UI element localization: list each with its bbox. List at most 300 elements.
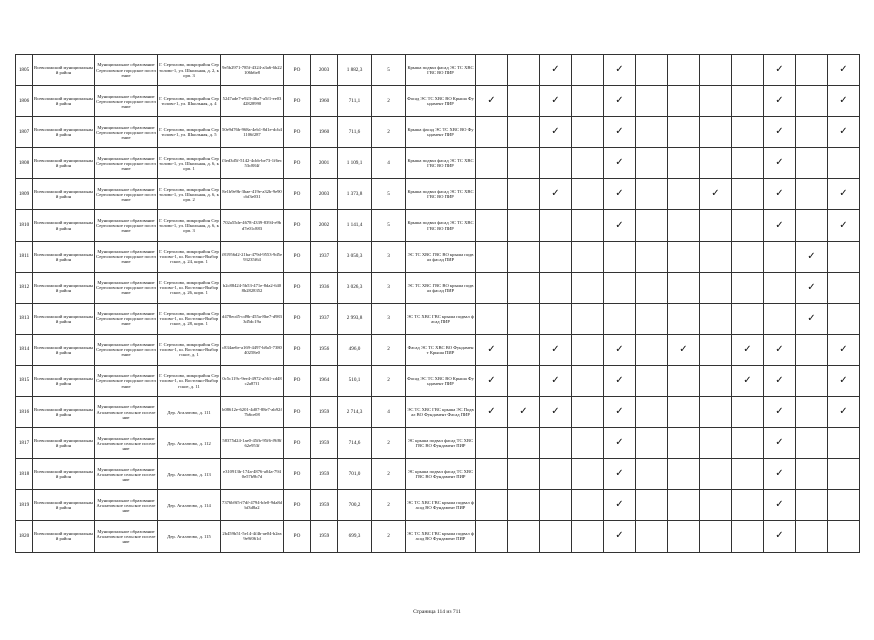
municipality-cell: Муниципальное образование Агалатовское сельское поселение — [95, 397, 158, 428]
build-year-cell: 2003 — [311, 55, 338, 86]
checkmark-icon: ✓ — [764, 148, 796, 179]
address-cell: Дер. Агалатово, д. 111 — [158, 397, 221, 428]
checkmark-icon: ✓ — [604, 210, 636, 241]
build-year-cell: 1959 — [311, 428, 338, 459]
municipality-cell: Муниципальное образование Сертоловское городское поселение — [95, 86, 158, 117]
empty-check-cell — [732, 428, 764, 459]
checkmark-icon: ✓ — [604, 490, 636, 521]
checkmark-icon: ✓ — [764, 428, 796, 459]
ownership-type-cell: РО — [284, 428, 311, 459]
floors-cell: 5 — [372, 55, 406, 86]
empty-check-cell — [476, 179, 508, 210]
district-cell: Всеволожский муниципальный район — [33, 55, 95, 86]
district-cell: Всеволожский муниципальный район — [33, 365, 95, 396]
housing-register-table — [15, 54, 860, 553]
empty-check-cell — [476, 210, 508, 241]
empty-check-cell — [508, 303, 540, 334]
municipality-cell: Муниципальное образование Сертоловское городское поселение — [95, 303, 158, 334]
empty-check-cell — [636, 428, 668, 459]
empty-check-cell — [540, 241, 572, 272]
fias-code-cell: 9e5b2971-785f-4324-a3a6-6b22106b6e8 — [221, 55, 284, 86]
empty-check-cell — [828, 521, 860, 552]
checkmark-icon: ✓ — [764, 397, 796, 428]
fias-code-cell: 5247ade7-e923-46a7-a5f1-ee0342828990 — [221, 86, 284, 117]
ownership-type-cell: РО — [284, 272, 311, 303]
empty-check-cell — [668, 272, 700, 303]
empty-check-cell — [700, 241, 732, 272]
fias-code-cell: 50e9d76b-968a-4eb1-8d1e-dcb41106f287 — [221, 117, 284, 148]
table-row — [16, 428, 860, 459]
works-list-cell: Крыша подвал фасад ЭС ТС ХВС ГВС ВО ПИР — [406, 210, 476, 241]
table-row — [16, 459, 860, 490]
checkmark-icon: ✓ — [476, 334, 508, 365]
register-sheet — [15, 54, 860, 553]
empty-check-cell — [572, 428, 604, 459]
empty-check-cell — [668, 459, 700, 490]
address-cell: Г. Сертолово, микрорайон Сертолово-1, ул. Школьная, д. 4 — [158, 86, 221, 117]
empty-check-cell — [732, 521, 764, 552]
checkmark-icon: ✓ — [796, 303, 828, 334]
fias-code-cell: 0c5c119c-9ee4-4972-a561-cd48c2a87f1 — [221, 365, 284, 396]
build-year-cell: 1937 — [311, 303, 338, 334]
checkmark-icon: ✓ — [764, 521, 796, 552]
checkmark-icon: ✓ — [540, 397, 572, 428]
empty-check-cell — [700, 334, 732, 365]
works-list-cell: Фасад ЭС ТС ХВС ВО Крыша Фундамент ПИР — [406, 86, 476, 117]
checkmark-icon: ✓ — [732, 334, 764, 365]
row-number: 1811 — [16, 241, 33, 272]
empty-check-cell — [700, 521, 732, 552]
floors-cell: 3 — [372, 303, 406, 334]
empty-check-cell — [476, 303, 508, 334]
empty-check-cell — [508, 521, 540, 552]
checkmark-icon: ✓ — [764, 365, 796, 396]
empty-check-cell — [732, 210, 764, 241]
empty-check-cell — [636, 86, 668, 117]
address-cell: Дер. Агалатово, д. 114 — [158, 490, 221, 521]
empty-check-cell — [508, 241, 540, 272]
works-list-cell: ЭС ТС ХВС ГВС ВО крыша подвал фасад ПИР — [406, 272, 476, 303]
row-number: 1814 — [16, 334, 33, 365]
address-cell: Дер. Агалатово, д. 115 — [158, 521, 221, 552]
empty-check-cell — [700, 148, 732, 179]
empty-check-cell — [700, 210, 732, 241]
fias-code-cell: e310913b-174a-4876-a04a-7940e57b9b7d — [221, 459, 284, 490]
checkmark-icon: ✓ — [540, 334, 572, 365]
empty-check-cell — [700, 490, 732, 521]
page-footer: Страница 114 из 711 — [413, 609, 461, 615]
fias-code-cell: 702a55de-4678-4339-8394-e9bd7e01c883 — [221, 210, 284, 241]
table-row — [16, 117, 860, 148]
empty-check-cell — [796, 397, 828, 428]
empty-check-cell — [668, 241, 700, 272]
build-year-cell: 1960 — [311, 86, 338, 117]
address-cell: Г. Сертолово, микрорайон Сертолово-1, ул. Школьная, д. 6, корп. 2 — [158, 179, 221, 210]
checkmark-icon: ✓ — [764, 179, 796, 210]
empty-check-cell — [828, 428, 860, 459]
checkmark-icon: ✓ — [604, 459, 636, 490]
empty-check-cell — [668, 428, 700, 459]
empty-check-cell — [572, 86, 604, 117]
address-cell: Г. Сертолово, микрорайон Сертолово-1, ул. Школьная, д. 6, корп. 3 — [158, 210, 221, 241]
empty-check-cell — [540, 272, 572, 303]
empty-check-cell — [572, 55, 604, 86]
empty-check-cell — [668, 117, 700, 148]
fias-code-cell: f81956d2-21ba-479d-9553-9d5e93235f64 — [221, 241, 284, 272]
build-year-cell: 2003 — [311, 179, 338, 210]
area-cell: 1 141,4 — [338, 210, 372, 241]
build-year-cell: 1937 — [311, 241, 338, 272]
checkmark-icon: ✓ — [828, 55, 860, 86]
checkmark-icon: ✓ — [828, 397, 860, 428]
checkmark-icon: ✓ — [540, 86, 572, 117]
empty-check-cell — [572, 365, 604, 396]
row-number: 1805 — [16, 55, 33, 86]
floors-cell: 5 — [372, 210, 406, 241]
empty-check-cell — [476, 272, 508, 303]
area-cell: 1 882,3 — [338, 55, 372, 86]
empty-check-cell — [732, 459, 764, 490]
checkmark-icon: ✓ — [828, 117, 860, 148]
checkmark-icon: ✓ — [604, 365, 636, 396]
empty-check-cell — [732, 303, 764, 334]
empty-check-cell — [572, 210, 604, 241]
fias-code-cell: b08612e-6201-4d07-88e7-ab92f7b6ce08 — [221, 397, 284, 428]
empty-check-cell — [828, 148, 860, 179]
build-year-cell: 1959 — [311, 459, 338, 490]
empty-check-cell — [828, 272, 860, 303]
empty-check-cell — [508, 490, 540, 521]
checkmark-icon: ✓ — [668, 334, 700, 365]
ownership-type-cell: РО — [284, 397, 311, 428]
checkmark-icon: ✓ — [540, 365, 572, 396]
fias-code-cell: 2b459b51-5e14-4f4b-ae04-b2ea9e9f061d — [221, 521, 284, 552]
empty-check-cell — [764, 241, 796, 272]
row-number: 1817 — [16, 428, 33, 459]
district-cell: Всеволожский муниципальный район — [33, 86, 95, 117]
empty-check-cell — [508, 148, 540, 179]
table-row — [16, 334, 860, 365]
works-list-cell: Крыша фасад ЭС ТС ХВС ВО Фундамент ПИР — [406, 117, 476, 148]
checkmark-icon: ✓ — [540, 55, 572, 86]
empty-check-cell — [636, 117, 668, 148]
row-number: 1818 — [16, 459, 33, 490]
empty-check-cell — [508, 272, 540, 303]
checkmark-icon: ✓ — [476, 397, 508, 428]
empty-check-cell — [508, 179, 540, 210]
empty-check-cell — [732, 179, 764, 210]
empty-check-cell — [540, 303, 572, 334]
empty-check-cell — [828, 241, 860, 272]
empty-check-cell — [636, 210, 668, 241]
empty-check-cell — [796, 55, 828, 86]
empty-check-cell — [508, 428, 540, 459]
municipality-cell: Муниципальное образование Сертоловское городское поселение — [95, 148, 158, 179]
checkmark-icon: ✓ — [508, 397, 540, 428]
empty-check-cell — [636, 459, 668, 490]
empty-check-cell — [764, 272, 796, 303]
ownership-type-cell: РО — [284, 210, 311, 241]
empty-check-cell — [636, 179, 668, 210]
checkmark-icon: ✓ — [764, 210, 796, 241]
empty-check-cell — [572, 179, 604, 210]
ownership-type-cell: РО — [284, 459, 311, 490]
empty-check-cell — [540, 521, 572, 552]
empty-check-cell — [636, 55, 668, 86]
checkmark-icon: ✓ — [540, 179, 572, 210]
build-year-cell: 1960 — [311, 117, 338, 148]
empty-check-cell — [668, 55, 700, 86]
row-number: 1813 — [16, 303, 33, 334]
area-cell: 699,3 — [338, 521, 372, 552]
empty-check-cell — [572, 490, 604, 521]
municipality-cell: Муниципальное образование Сертоловское городское поселение — [95, 241, 158, 272]
empty-check-cell — [700, 397, 732, 428]
works-list-cell: Крыша подвал фасад ЭС ТС ХВС ГВС ВО ПИР — [406, 148, 476, 179]
empty-check-cell — [572, 241, 604, 272]
empty-check-cell — [828, 459, 860, 490]
table-row — [16, 490, 860, 521]
checkmark-icon: ✓ — [764, 334, 796, 365]
row-number: 1815 — [16, 365, 33, 396]
area-cell: 700,2 — [338, 490, 372, 521]
empty-check-cell — [604, 303, 636, 334]
works-list-cell: ЭС ТС ХВС ГВС крыша ЭС Подвал ВО Фундамент Фасад ПИР — [406, 397, 476, 428]
empty-check-cell — [828, 490, 860, 521]
empty-check-cell — [700, 117, 732, 148]
checkmark-icon: ✓ — [604, 334, 636, 365]
fias-code-cell: f3ed3d5f-5142-4cbb-be73-1f6ec53c884f — [221, 148, 284, 179]
row-number: 1810 — [16, 210, 33, 241]
table-row — [16, 148, 860, 179]
empty-check-cell — [796, 210, 828, 241]
ownership-type-cell: РО — [284, 55, 311, 86]
works-list-cell: ЭС крыша подвал фасад ТС ХВС ГВС ВО Фундамент ПИР — [406, 459, 476, 490]
empty-check-cell — [700, 303, 732, 334]
empty-check-cell — [796, 334, 828, 365]
checkmark-icon: ✓ — [476, 365, 508, 396]
empty-check-cell — [636, 272, 668, 303]
table-row — [16, 303, 860, 334]
checkmark-icon: ✓ — [604, 55, 636, 86]
empty-check-cell — [668, 210, 700, 241]
empty-check-cell — [636, 303, 668, 334]
table-row — [16, 397, 860, 428]
table-row — [16, 210, 860, 241]
build-year-cell: 1964 — [311, 365, 338, 396]
empty-check-cell — [668, 521, 700, 552]
ownership-type-cell: РО — [284, 117, 311, 148]
empty-check-cell — [476, 521, 508, 552]
build-year-cell: 1956 — [311, 334, 338, 365]
table-row — [16, 521, 860, 552]
district-cell: Всеволожский муниципальный район — [33, 428, 95, 459]
table-body — [16, 55, 860, 553]
municipality-cell: Муниципальное образование Агалатовское сельское поселение — [95, 490, 158, 521]
checkmark-icon: ✓ — [604, 179, 636, 210]
empty-check-cell — [732, 490, 764, 521]
checkmark-icon: ✓ — [828, 365, 860, 396]
build-year-cell: 1959 — [311, 397, 338, 428]
municipality-cell: Муниципальное образование Агалатовское сельское поселение — [95, 428, 158, 459]
empty-check-cell — [636, 521, 668, 552]
empty-check-cell — [796, 86, 828, 117]
checkmark-icon: ✓ — [796, 272, 828, 303]
address-cell: Г. Сертолово, микрорайон Сертолово-1, ш. Восточно-Выборгское, д. 28, корп. 1 — [158, 303, 221, 334]
checkmark-icon: ✓ — [476, 86, 508, 117]
works-list-cell: ЭС крыша подвал фасад ТС ХВС ГВС ВО Фундамент ПИР — [406, 428, 476, 459]
area-cell: 3 026,3 — [338, 272, 372, 303]
fias-code-cell: 7376b9f5-f7df-4794-bfe0-9da8dbf3d8a2 — [221, 490, 284, 521]
empty-check-cell — [796, 428, 828, 459]
empty-check-cell — [476, 490, 508, 521]
empty-check-cell — [476, 241, 508, 272]
checkmark-icon: ✓ — [764, 55, 796, 86]
checkmark-icon: ✓ — [764, 117, 796, 148]
works-list-cell: ЭС ТС ХВС ГВС крыша подвал фасад ВО Фундамент ПИР — [406, 521, 476, 552]
empty-check-cell — [700, 55, 732, 86]
checkmark-icon: ✓ — [604, 117, 636, 148]
empty-check-cell — [572, 148, 604, 179]
empty-check-cell — [540, 210, 572, 241]
district-cell: Всеволожский муниципальный район — [33, 148, 95, 179]
address-cell: Г. Сертолово, микрорайон Сертолово-1, ул. Школьная, д. 5 — [158, 117, 221, 148]
empty-check-cell — [540, 490, 572, 521]
checkmark-icon: ✓ — [764, 490, 796, 521]
empty-check-cell — [476, 428, 508, 459]
empty-check-cell — [668, 86, 700, 117]
empty-check-cell — [796, 459, 828, 490]
district-cell: Всеволожский муниципальный район — [33, 179, 95, 210]
ownership-type-cell: РО — [284, 490, 311, 521]
area-cell: 701,0 — [338, 459, 372, 490]
municipality-cell: Муниципальное образование Сертоловское городское поселение — [95, 365, 158, 396]
empty-check-cell — [732, 117, 764, 148]
ownership-type-cell: РО — [284, 179, 311, 210]
table-row — [16, 272, 860, 303]
floors-cell: 3 — [372, 272, 406, 303]
empty-check-cell — [636, 365, 668, 396]
row-number: 1806 — [16, 86, 33, 117]
table-row — [16, 241, 860, 272]
empty-check-cell — [732, 241, 764, 272]
checkmark-icon: ✓ — [604, 86, 636, 117]
district-cell: Всеволожский муниципальный район — [33, 241, 95, 272]
empty-check-cell — [732, 272, 764, 303]
checkmark-icon: ✓ — [540, 117, 572, 148]
empty-check-cell — [572, 117, 604, 148]
ownership-type-cell: РО — [284, 148, 311, 179]
empty-check-cell — [636, 334, 668, 365]
empty-check-cell — [508, 459, 540, 490]
address-cell: Дер. Агалатово, д. 112 — [158, 428, 221, 459]
checkmark-icon: ✓ — [828, 334, 860, 365]
empty-check-cell — [508, 117, 540, 148]
checkmark-icon: ✓ — [732, 365, 764, 396]
municipality-cell: Муниципальное образование Сертоловское городское поселение — [95, 179, 158, 210]
empty-check-cell — [572, 303, 604, 334]
empty-check-cell — [476, 459, 508, 490]
empty-check-cell — [796, 521, 828, 552]
empty-check-cell — [540, 428, 572, 459]
area-cell: 711,6 — [338, 117, 372, 148]
district-cell: Всеволожский муниципальный район — [33, 521, 95, 552]
ownership-type-cell: РО — [284, 334, 311, 365]
build-year-cell: 1959 — [311, 521, 338, 552]
checkmark-icon: ✓ — [604, 428, 636, 459]
district-cell: Всеволожский муниципальный район — [33, 303, 95, 334]
works-list-cell: ЭС ТС ХВС ГВС крыша подвал фасад ПИР — [406, 303, 476, 334]
empty-check-cell — [476, 117, 508, 148]
floors-cell: 3 — [372, 241, 406, 272]
area-cell: 711,1 — [338, 86, 372, 117]
empty-check-cell — [476, 148, 508, 179]
empty-check-cell — [668, 397, 700, 428]
empty-check-cell — [700, 365, 732, 396]
checkmark-icon: ✓ — [828, 179, 860, 210]
empty-check-cell — [604, 272, 636, 303]
floors-cell: 2 — [372, 86, 406, 117]
municipality-cell: Муниципальное образование Сертоловское городское поселение — [95, 334, 158, 365]
empty-check-cell — [540, 459, 572, 490]
empty-check-cell — [604, 241, 636, 272]
works-list-cell: Фасад ЭС ТС ХВС ВО Крыша Фундамент ПИР — [406, 365, 476, 396]
empty-check-cell — [732, 397, 764, 428]
build-year-cell: 2001 — [311, 148, 338, 179]
empty-check-cell — [796, 179, 828, 210]
table-row — [16, 55, 860, 86]
ownership-type-cell: РО — [284, 241, 311, 272]
empty-check-cell — [668, 303, 700, 334]
address-cell: Дер. Агалатово, д. 113 — [158, 459, 221, 490]
build-year-cell: 2002 — [311, 210, 338, 241]
empty-check-cell — [476, 55, 508, 86]
empty-check-cell — [700, 86, 732, 117]
checkmark-icon: ✓ — [604, 148, 636, 179]
empty-check-cell — [668, 148, 700, 179]
empty-check-cell — [508, 334, 540, 365]
floors-cell: 2 — [372, 117, 406, 148]
municipality-cell: Муниципальное образование Агалатовское сельское поселение — [95, 521, 158, 552]
table-row — [16, 365, 860, 396]
empty-check-cell — [572, 521, 604, 552]
area-cell: 1 373,8 — [338, 179, 372, 210]
floors-cell: 2 — [372, 490, 406, 521]
floors-cell: 2 — [372, 428, 406, 459]
empty-check-cell — [668, 365, 700, 396]
fias-code-cell: b2c88424-5b53-471e-8da2-6408b2828352 — [221, 272, 284, 303]
checkmark-icon: ✓ — [796, 241, 828, 272]
empty-check-cell — [828, 303, 860, 334]
district-cell: Всеволожский муниципальный район — [33, 210, 95, 241]
floors-cell: 2 — [372, 459, 406, 490]
empty-check-cell — [700, 459, 732, 490]
empty-check-cell — [668, 179, 700, 210]
floors-cell: 2 — [372, 521, 406, 552]
works-list-cell: ЭС ТС ХВС ГВС крыша подвал фасад ВО Фундамент ПИР — [406, 490, 476, 521]
address-cell: Г. Сертолово, микрорайон Сертолово-1, ул. Школьная, д. 6, корп. 1 — [158, 148, 221, 179]
area-cell: 1 109,1 — [338, 148, 372, 179]
row-number: 1819 — [16, 490, 33, 521]
empty-check-cell — [572, 334, 604, 365]
checkmark-icon: ✓ — [828, 86, 860, 117]
municipality-cell: Муниципальное образование Сертоловское городское поселение — [95, 272, 158, 303]
empty-check-cell — [732, 86, 764, 117]
empty-check-cell — [636, 490, 668, 521]
empty-check-cell — [764, 303, 796, 334]
row-number: 1807 — [16, 117, 33, 148]
empty-check-cell — [572, 459, 604, 490]
